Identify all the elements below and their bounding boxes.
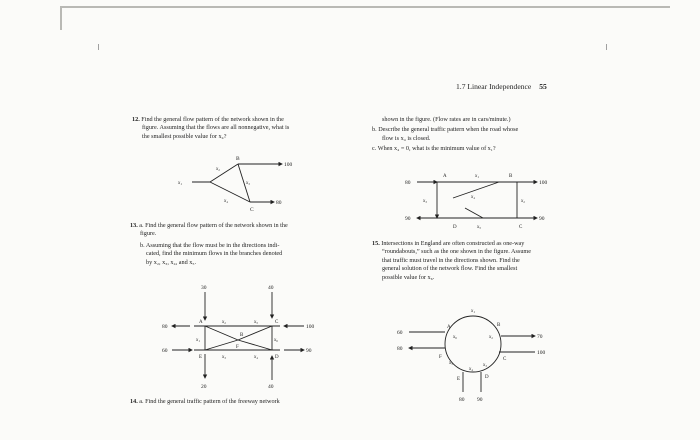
node-c: C <box>250 207 254 213</box>
label-60: 60 <box>397 330 403 336</box>
label-x1: x₁ <box>475 174 479 179</box>
problem-text-line: cated, find the minimum flows in the branches denoted <box>146 250 283 258</box>
label-90-right: 90 <box>539 216 545 222</box>
label-80: 80 <box>405 180 411 186</box>
label-x4: x₄ <box>224 199 228 204</box>
label-70: 70 <box>537 334 543 340</box>
label-x2: x₂ <box>216 167 220 172</box>
problem-text-line: flow is x₄ is closed. <box>382 134 431 142</box>
problem-13 <box>130 222 354 267</box>
label-x5: x₅ <box>449 361 453 366</box>
label-30: 30 <box>201 285 207 291</box>
problem-text-line: Intersections in England are often constructed as one-way <box>381 240 525 247</box>
figure-13-network <box>160 280 330 392</box>
problem-14-continued <box>372 116 602 154</box>
node-c: C <box>275 320 279 325</box>
figure-15-roundabout <box>395 300 555 406</box>
node-c: C <box>503 357 507 362</box>
node-d: D <box>485 375 489 380</box>
node-e: E <box>457 377 461 382</box>
label-x5: x₅ <box>254 320 258 325</box>
node-a: A <box>447 325 451 330</box>
node-c: C <box>519 225 523 230</box>
label-60: 60 <box>162 348 168 354</box>
problem-number: 14. <box>130 398 138 405</box>
node-a: A <box>199 320 203 325</box>
label-x1: x₁ <box>471 309 475 314</box>
problem-14 <box>130 398 370 406</box>
edge-mark <box>98 44 99 50</box>
label-x3: x₃ <box>423 199 427 204</box>
node-f: F <box>236 345 239 350</box>
problem-text-line: Find the general flow pattern of the network shown in the <box>141 116 284 123</box>
label-100: 100 <box>537 350 546 356</box>
label-80: 80 <box>162 324 168 330</box>
label-x4: x₄ <box>469 367 473 372</box>
node-d: D <box>275 355 279 360</box>
label-x2: x₂ <box>521 199 525 204</box>
problem-number: 13. <box>130 222 138 229</box>
node-f: F <box>439 355 442 360</box>
label-x3: x₃ <box>483 363 487 368</box>
figure-14-freeway <box>405 168 565 236</box>
problem-text-line: b. Assuming that the flow must be in the directions indi- <box>140 241 280 249</box>
page-top-edge <box>60 6 670 8</box>
label-90: 90 <box>306 348 312 354</box>
node-e: E <box>199 355 203 360</box>
label-90: 90 <box>405 216 411 222</box>
problem-text-line: shown in the figure. (Flow rates are in cars/minute.) <box>382 116 511 123</box>
problem-text-line: figure. Assuming that the flows are all nonnegative, what is <box>142 124 290 132</box>
problem-text-line: “roundabouts,” such as the one shown in the figure. Assume <box>382 248 531 256</box>
problem-text-line: a. Find the general flow pattern of the network shown in the <box>139 222 288 229</box>
label-40: 40 <box>268 285 274 291</box>
problem-number: 15. <box>372 240 380 247</box>
label-100: 100 <box>539 180 548 186</box>
label-x5: x₅ <box>477 225 481 230</box>
problem-text-line: a. Find the general traffic pattern of the freeway network <box>139 398 280 405</box>
page-header <box>456 82 547 91</box>
label-40-bottom: 40 <box>268 384 274 390</box>
label-x6: x₆ <box>453 335 457 340</box>
problem-text-line: general solution of the network flow. Find the smallest <box>382 265 518 273</box>
problem-number: 12. <box>132 116 140 123</box>
label-100: 100 <box>284 162 293 168</box>
node-b: B <box>236 156 240 162</box>
problem-15 <box>372 240 604 282</box>
problem-text-line: by x₂, x₃, x₄, and x₅. <box>146 258 197 266</box>
label-x6: x₆ <box>274 338 278 343</box>
edge-x2 <box>210 164 238 182</box>
problem-text-line: the smallest possible value for x₄? <box>142 132 227 140</box>
problem-text-line: c. When x₄ = 0, what is the minimum value of x₁? <box>372 145 496 153</box>
label-x1: x₁ <box>196 338 200 343</box>
label-x3: x₃ <box>222 355 226 360</box>
node-d: D <box>453 225 457 230</box>
page-left-edge <box>60 6 62 30</box>
node-b: B <box>240 333 244 338</box>
label-x2: x₂ <box>222 320 226 325</box>
problem-text-line: b. Describe the general traffic pattern when the road whose <box>372 126 519 134</box>
edge-x4 <box>210 182 250 202</box>
node-b: B <box>509 174 513 179</box>
label-100: 100 <box>306 324 315 330</box>
label-x4: x₄ <box>254 355 258 360</box>
label-x2: x₂ <box>489 335 493 340</box>
label-x4: x₄ <box>471 195 475 200</box>
label-x1: x₁ <box>178 181 182 186</box>
section-title: 1.7 Linear Independence <box>456 82 532 91</box>
node-a: A <box>443 174 447 179</box>
label-80: 80 <box>397 346 403 352</box>
label-80-bottom: 80 <box>459 397 465 403</box>
problem-text-line: possible value for x₆. <box>382 273 435 281</box>
label-20: 20 <box>201 384 207 390</box>
label-80: 80 <box>276 200 282 206</box>
figure-12-network <box>170 150 300 220</box>
problem-12 <box>132 116 352 141</box>
problem-text-line: figure. <box>140 230 157 238</box>
edge-mark <box>606 44 607 50</box>
label-x3: x₃ <box>246 181 250 186</box>
problem-text-line: that traffic must travel in the directions shown. Find the <box>382 256 520 264</box>
label-90: 90 <box>477 397 483 403</box>
page-number: 55 <box>539 82 547 91</box>
node-b: B <box>497 323 501 328</box>
